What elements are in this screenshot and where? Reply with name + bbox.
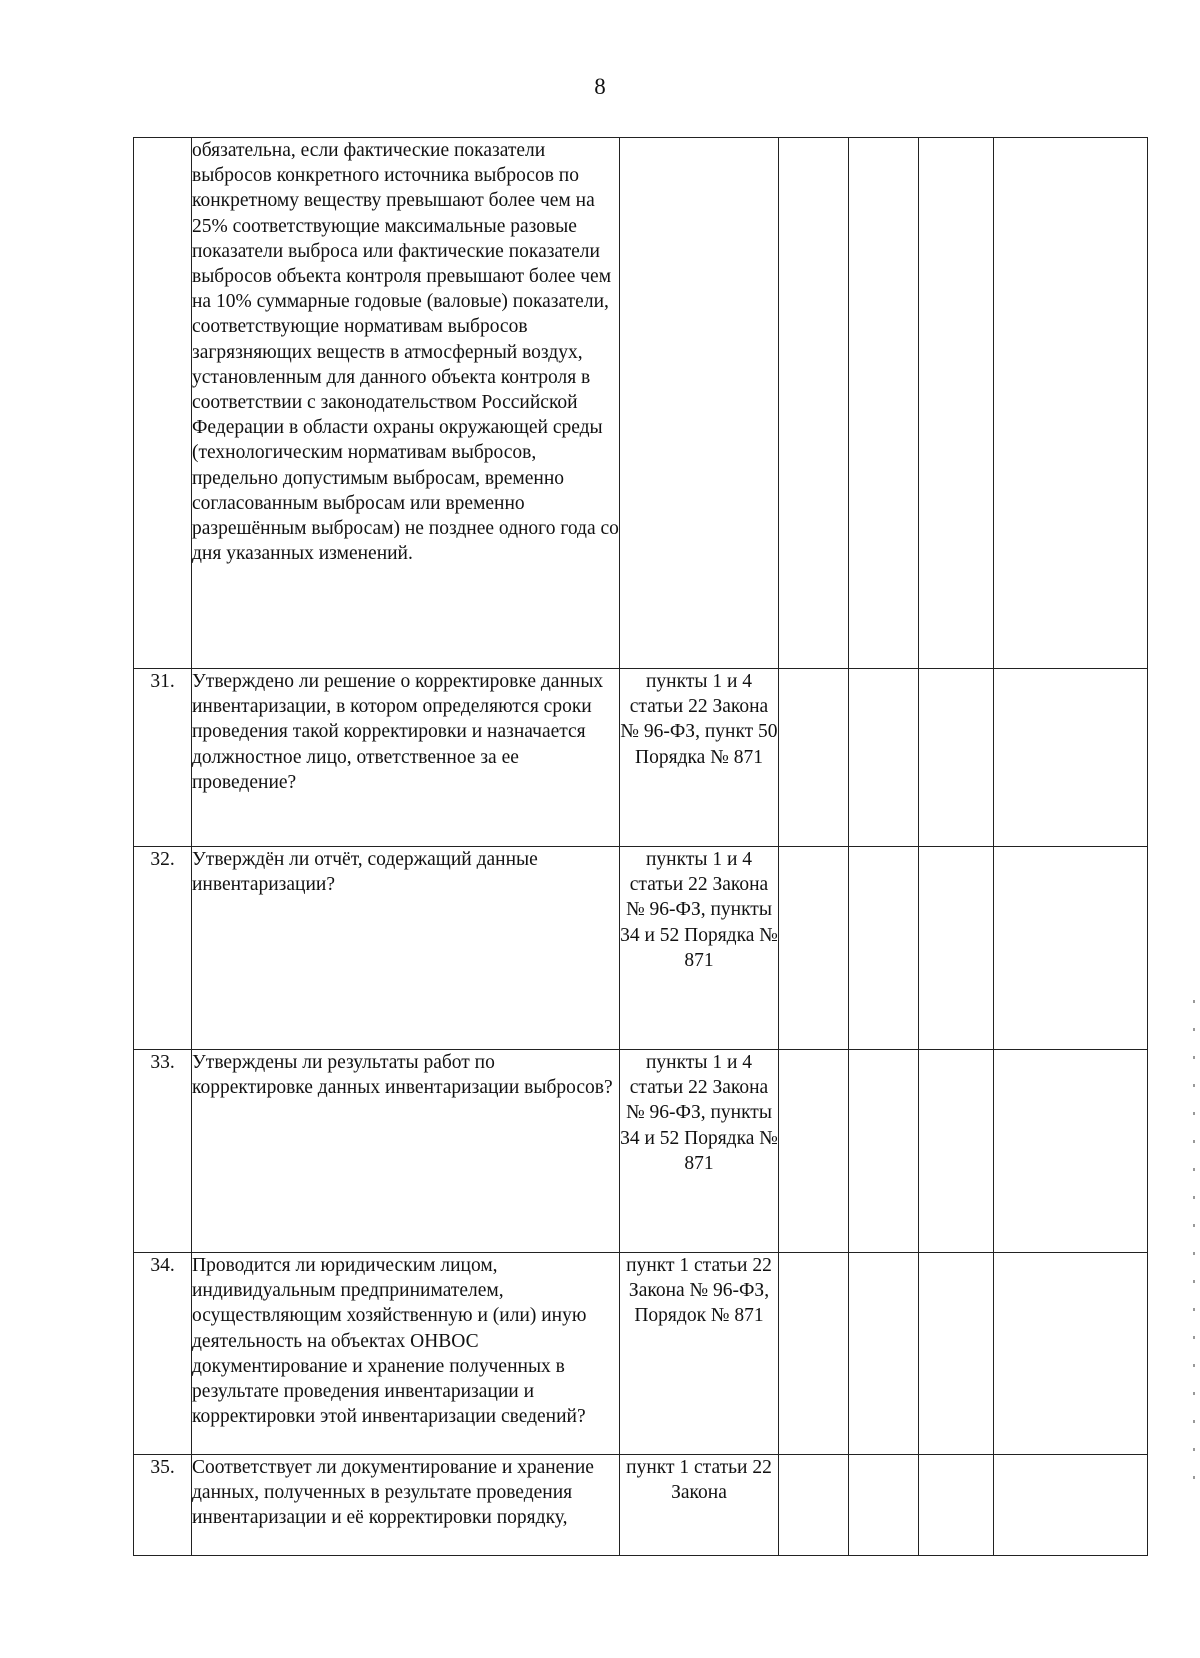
row-number: 32. xyxy=(134,847,192,1050)
answer-na-cell[interactable] xyxy=(919,847,994,1050)
answer-no-cell[interactable] xyxy=(849,847,919,1050)
legal-reference: пункты 1 и 4 статьи 22 Закона № 96-ФЗ, пункты 34 и 52 Порядка № 871 xyxy=(620,847,779,1050)
row-number: 35. xyxy=(134,1455,192,1556)
requirement-text: Проводится ли юридическим лицом, индивидуальным предпринимателем, осуществляющим хозяйственную и (или) иную деятельность на объектах ОНВОС документирование и хранение полученных в результате проведения инвентаризации и корректировки этой инвентаризации сведений? xyxy=(192,1253,620,1455)
table-row xyxy=(134,669,1148,847)
answer-no-cell[interactable] xyxy=(849,1253,919,1455)
table-row xyxy=(134,1455,1148,1556)
answer-no-cell[interactable] xyxy=(849,138,919,669)
row-number: 33. xyxy=(134,1050,192,1253)
answer-yes-cell[interactable] xyxy=(779,1455,849,1556)
checklist-table xyxy=(133,137,1148,1556)
table-row xyxy=(134,138,1148,669)
comment-cell[interactable] xyxy=(994,669,1148,847)
row-number: 34. xyxy=(134,1253,192,1455)
answer-na-cell[interactable] xyxy=(919,1050,994,1253)
row-number: 31. xyxy=(134,669,192,847)
legal-reference: пункт 1 статьи 22 Закона № 96-ФЗ, Порядок № 871 xyxy=(620,1253,779,1455)
answer-na-cell[interactable] xyxy=(919,138,994,669)
answer-yes-cell[interactable] xyxy=(779,847,849,1050)
comment-cell[interactable] xyxy=(994,138,1148,669)
table-row xyxy=(134,1050,1148,1253)
requirement-text: обязательна, если фактические показатели выбросов конкретного источника выбросов по конкретному веществу превышают более чем на 25% соответствующие максимальные разовые показатели выброса или фактические показатели выбросов объекта контроля превышают более чем на 10% суммарные годовые (валовые) показатели, соответствующие нормативам выбросов загрязняющих веществ в атмосферный воздух, установленным для данного объекта контроля в соответствии с законодательством Российской Федерации в области охраны окружающей среды (технологическим нормативам выбросов, предельно допустимым выбросам, временно согласованным выбросам или временно разрешённым выбросам) не позднее одного года со дня указанных изменений. xyxy=(192,138,620,669)
comment-cell[interactable] xyxy=(994,847,1148,1050)
answer-yes-cell[interactable] xyxy=(779,669,849,847)
legal-reference: пункты 1 и 4 статьи 22 Закона № 96-ФЗ, пункт 50 Порядка № 871 xyxy=(620,669,779,847)
legal-reference: пункты 1 и 4 статьи 22 Закона № 96-ФЗ, пункты 34 и 52 Порядка № 871 xyxy=(620,1050,779,1253)
comment-cell[interactable] xyxy=(994,1455,1148,1556)
legal-reference: пункт 1 статьи 22 Закона xyxy=(620,1455,779,1556)
table-row xyxy=(134,1253,1148,1455)
row-number xyxy=(134,138,192,669)
answer-yes-cell[interactable] xyxy=(779,1253,849,1455)
answer-no-cell[interactable] xyxy=(849,1050,919,1253)
answer-yes-cell[interactable] xyxy=(779,138,849,669)
answer-no-cell[interactable] xyxy=(849,1455,919,1556)
table-row xyxy=(134,847,1148,1050)
requirement-text: Утверждены ли результаты работ по корректировке данных инвентаризации выбросов? xyxy=(192,1050,620,1253)
answer-yes-cell[interactable] xyxy=(779,1050,849,1253)
answer-no-cell[interactable] xyxy=(849,669,919,847)
scan-edge-marks xyxy=(1193,1000,1195,1480)
answer-na-cell[interactable] xyxy=(919,1253,994,1455)
page-number: 8 xyxy=(594,74,606,99)
comment-cell[interactable] xyxy=(994,1050,1148,1253)
requirement-text: Утверждён ли отчёт, содержащий данные инвентаризации? xyxy=(192,847,620,1050)
answer-na-cell[interactable] xyxy=(919,1455,994,1556)
requirement-text: Соответствует ли документирование и хранение данных, полученных в результате проведения инвентаризации и её корректировки порядку, xyxy=(192,1455,620,1556)
answer-na-cell[interactable] xyxy=(919,669,994,847)
legal-reference xyxy=(620,138,779,669)
requirement-text: Утверждено ли решение о корректировке данных инвентаризации, в котором определяются сроки проведения такой корректировки и назначается должностное лицо, ответственное за ее проведение? xyxy=(192,669,620,847)
comment-cell[interactable] xyxy=(994,1253,1148,1455)
